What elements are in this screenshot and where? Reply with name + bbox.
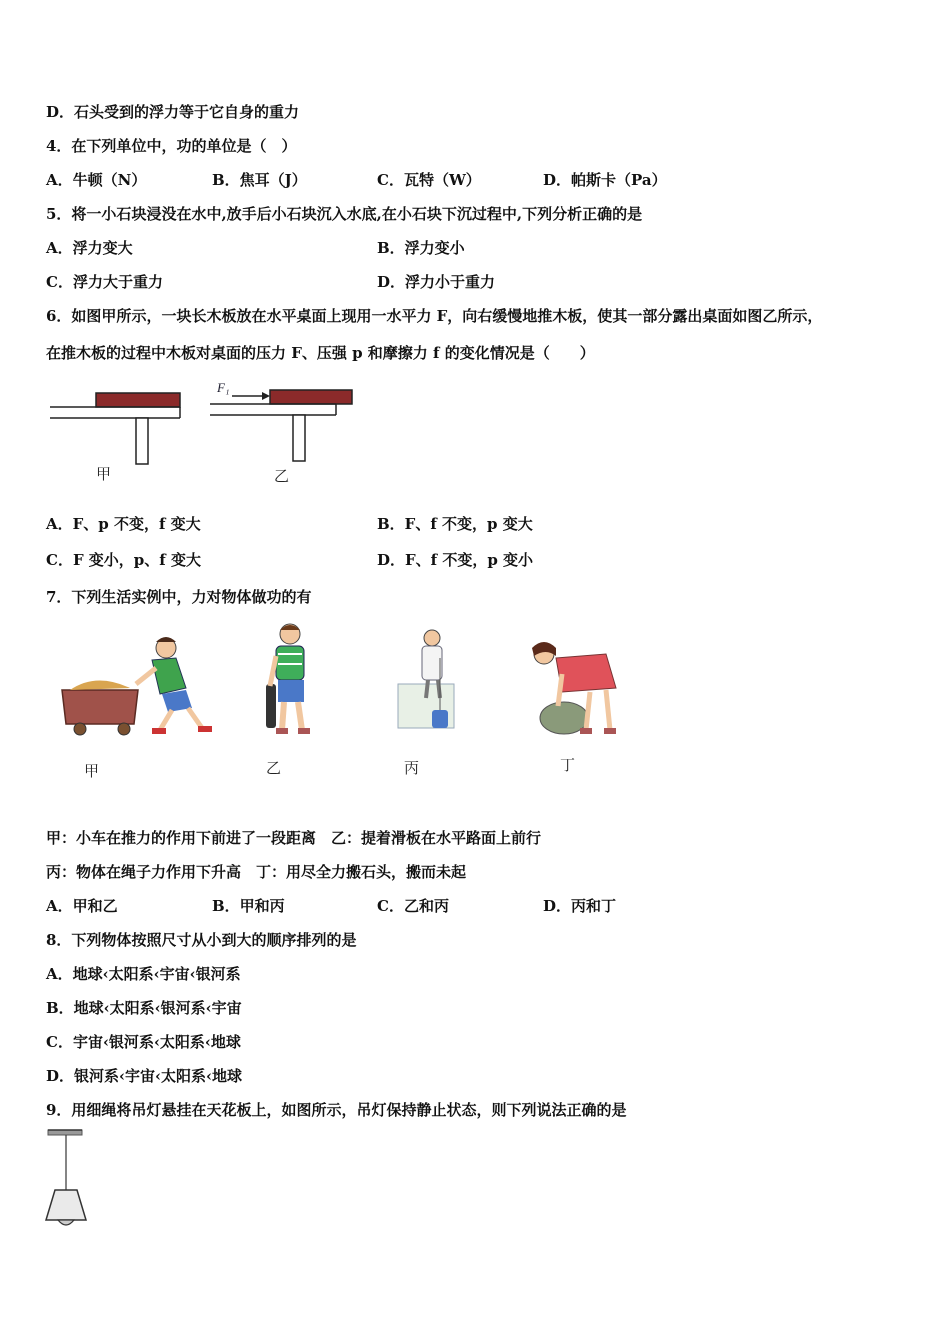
q4-option-a: A．牛顿（N） xyxy=(46,171,147,189)
q7-option-b: B．甲和丙 xyxy=(212,897,285,915)
q6-option-b: B．F、f 不变，p 变大 xyxy=(377,515,533,533)
bulb xyxy=(58,1220,74,1225)
q8-option-a: A．地球‹太阳系‹宇宙‹银河系 xyxy=(46,965,241,983)
q6-stem-2: 在推木板的过程中木板对桌面的压力 F、压强 p 和摩擦力 f 的变化情况是（ ） xyxy=(46,344,595,362)
illustration-yi-skateboard xyxy=(266,624,310,734)
q6-option-a: A．F、p 不变，f 变大 xyxy=(46,515,201,533)
q7-figure xyxy=(56,618,636,786)
q5-option-c: C．浮力大于重力 xyxy=(46,273,163,291)
lampshade xyxy=(46,1190,86,1220)
q5-option-d: D．浮力小于重力 xyxy=(377,273,496,291)
figure-jia-table xyxy=(50,393,180,464)
q4-stem: 4．在下列单位中，功的单位是（ ） xyxy=(46,137,297,155)
label-q7-bing: 丙 xyxy=(404,759,420,777)
q4-option-b: B．焦耳（J） xyxy=(212,171,307,189)
q4-option-c: C．瓦特（W） xyxy=(377,171,481,189)
board-jia xyxy=(96,393,180,407)
board-yi xyxy=(270,390,352,404)
q4-option-d: D．帕斯卡（Pa） xyxy=(543,171,667,189)
q8-option-b: B．地球‹太阳系‹银河系‹宇宙 xyxy=(46,999,242,1017)
label-q7-ding: 丁 xyxy=(560,756,576,774)
q8-option-c: C．宇宙‹银河系‹太阳系‹地球 xyxy=(46,1033,241,1051)
q7-stem: 7．下列生活实例中，力对物体做功的有 xyxy=(46,588,312,606)
label-jia: 甲 xyxy=(96,465,112,483)
q7-desc-2: 丙：物体在绳子力作用下升高 丁：用尽全力搬石头，搬而未起 xyxy=(46,863,467,881)
illustration-jia-cart xyxy=(62,637,212,735)
q5-stem: 5．将一小石块浸没在水中,放手后小石块沉入水底,在小石块下沉过程中,下列分析正确的是 xyxy=(46,205,643,223)
q5-option-b: B．浮力变小 xyxy=(377,239,465,257)
table-leg-yi xyxy=(293,415,305,461)
force-label: F₁ xyxy=(217,380,230,395)
q3-option-d: D．石头受到的浮力等于它自身的重力 xyxy=(46,103,300,121)
q6-figure xyxy=(44,378,364,490)
q5-option-a: A．浮力变大 xyxy=(46,239,133,257)
q7-option-d: D．丙和丁 xyxy=(543,897,617,915)
figure-yi-table xyxy=(210,390,352,461)
illustration-bing-rope xyxy=(398,630,454,728)
q9-lamp-figure xyxy=(42,1128,92,1228)
q7-option-a: A．甲和乙 xyxy=(46,897,118,915)
q7-desc-1: 甲：小车在推力的作用下前进了一段距离 乙：提着滑板在水平路面上前行 xyxy=(46,829,542,847)
label-q7-yi: 乙 xyxy=(266,759,282,777)
label-yi: 乙 xyxy=(274,467,290,485)
q6-option-d: D．F、f 不变，p 变小 xyxy=(377,551,534,569)
q6-stem-1: 6．如图甲所示，一块长木板放在水平桌面上现用一水平力 F，向右缓慢地推木板，使其一部分露出桌面如图乙所示， xyxy=(46,307,823,325)
q9-stem: 9．用细绳将吊灯悬挂在天花板上，如图所示，吊灯保持静止状态，则下列说法正确的是 xyxy=(46,1101,627,1119)
table-leg-jia xyxy=(136,418,148,464)
illustration-ding-rock xyxy=(532,642,616,734)
q8-stem: 8．下列物体按照尺寸从小到大的顺序排列的是 xyxy=(46,931,357,949)
label-q7-jia: 甲 xyxy=(84,762,100,780)
q7-option-c: C．乙和丙 xyxy=(377,897,449,915)
q6-option-c: C．F 变小，p、f 变大 xyxy=(46,551,201,569)
q8-option-d: D．银河系‹宇宙‹太阳系‹地球 xyxy=(46,1067,243,1085)
